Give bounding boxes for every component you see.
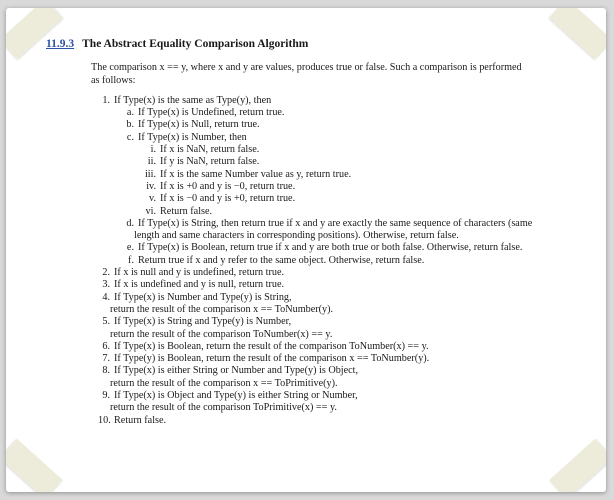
step-marker: f. bbox=[128, 254, 134, 266]
step-text: If x is NaN, return false. bbox=[160, 144, 260, 156]
section-number-link[interactable]: 11.9.3 bbox=[46, 38, 75, 50]
step-line bbox=[98, 390, 586, 402]
step-text: return the result of the comparison ToPrimitive(x) == y. bbox=[110, 402, 337, 414]
step-text: length and same characters in corresponding positions). Otherwise, return false. bbox=[134, 230, 459, 242]
step-continuation bbox=[134, 230, 586, 242]
tape-bottom-right bbox=[549, 439, 606, 492]
step-line bbox=[122, 255, 586, 267]
step-text: return the result of the comparison x == ToPrimitive(y). bbox=[110, 377, 338, 389]
step-line bbox=[142, 169, 586, 181]
tape-bottom-left bbox=[6, 439, 63, 492]
step-text: If x is undefined and y is null, return true. bbox=[114, 279, 285, 291]
step-text: Return false. bbox=[160, 205, 213, 217]
step-marker: vi. bbox=[145, 205, 156, 217]
step-text: If Type(x) is Boolean, return the result of the comparison ToNumber(x) == y. bbox=[114, 340, 429, 352]
step-continuation bbox=[110, 304, 586, 316]
spec-content bbox=[46, 38, 586, 427]
step-line bbox=[98, 292, 586, 304]
step-line bbox=[98, 95, 586, 107]
step-marker: 9. bbox=[102, 390, 110, 402]
step-text: If Type(x) is Boolean, return true if x and y are both true or both false. Otherwise, return false. bbox=[138, 242, 523, 254]
step-marker: b. bbox=[126, 119, 134, 131]
step-line bbox=[142, 156, 586, 168]
step-text: If Type(x) is the same as Type(y), then bbox=[114, 94, 272, 106]
step-text: If Type(x) is Object and Type(y) is either String or Number, bbox=[114, 390, 358, 402]
step-marker: c. bbox=[126, 131, 134, 143]
step-text: If Type(x) is Number, then bbox=[138, 131, 247, 143]
step-text: Return false. bbox=[114, 414, 167, 426]
step-text: If Type(x) is String and Type(y) is Number, bbox=[114, 316, 292, 328]
section-title: The Abstract Equality Comparison Algorithm bbox=[82, 38, 309, 50]
step-line bbox=[98, 279, 586, 291]
step-marker: 5. bbox=[102, 316, 110, 328]
step-text: If Type(x) is Undefined, return true. bbox=[138, 107, 285, 119]
step-marker: 4. bbox=[102, 291, 110, 303]
step-line bbox=[98, 365, 586, 377]
step-marker: 7. bbox=[102, 353, 110, 365]
step-text: If Type(x) is either String or Number and Type(y) is Object, bbox=[114, 365, 359, 377]
step-marker: 3. bbox=[102, 279, 110, 291]
step-line bbox=[98, 316, 586, 328]
step-line bbox=[122, 119, 586, 131]
step-text: If x is the same Number value as y, return true. bbox=[160, 168, 352, 180]
step-continuation bbox=[110, 402, 586, 414]
step-line bbox=[98, 415, 586, 427]
step-line bbox=[142, 193, 586, 205]
step-text: If Type(x) is Null, return true. bbox=[138, 119, 260, 131]
step-text: If Type(x) is Number and Type(y) is String, bbox=[114, 291, 292, 303]
step-marker: iii. bbox=[144, 168, 156, 180]
step-line bbox=[98, 341, 586, 353]
step-marker: ii. bbox=[147, 156, 156, 168]
step-marker: 1. bbox=[102, 94, 110, 106]
step-marker: 8. bbox=[102, 365, 110, 377]
step-marker: iv. bbox=[146, 180, 156, 192]
step-text: Return true if x and y refer to the same object. Otherwise, return false. bbox=[138, 254, 425, 266]
intro-line-2: as follows: bbox=[91, 74, 136, 86]
step-line bbox=[122, 132, 586, 144]
step-line bbox=[98, 353, 586, 365]
intro-line-1: The comparison x == y, where x and y are values, produces true or false. Such a comparison is performed bbox=[91, 62, 522, 74]
algorithm-steps bbox=[46, 95, 586, 427]
step-marker: e. bbox=[126, 242, 134, 254]
step-continuation bbox=[110, 329, 586, 341]
step-marker: 2. bbox=[102, 267, 110, 279]
intro-paragraph bbox=[91, 62, 586, 87]
step-line bbox=[142, 206, 586, 218]
step-text: return the result of the comparison x == ToNumber(y). bbox=[110, 303, 334, 315]
step-marker: a. bbox=[126, 107, 134, 119]
section-heading bbox=[46, 38, 586, 50]
step-marker: v. bbox=[149, 193, 156, 205]
document-page bbox=[6, 8, 606, 492]
step-text: If x is −0 and y is +0, return true. bbox=[160, 193, 296, 205]
step-line bbox=[142, 144, 586, 156]
step-text: If Type(x) is String, then return true if x and y are exactly the same sequence of characters (same bbox=[138, 217, 533, 229]
step-line bbox=[122, 218, 586, 230]
step-text: If y is NaN, return false. bbox=[160, 156, 260, 168]
step-line bbox=[122, 242, 586, 254]
step-line bbox=[142, 181, 586, 193]
step-marker: 6. bbox=[102, 340, 110, 352]
step-text: If x is null and y is undefined, return true. bbox=[114, 267, 285, 279]
step-marker: i. bbox=[150, 144, 156, 156]
step-continuation bbox=[110, 378, 586, 390]
step-text: If Type(y) is Boolean, return the result of the comparison x == ToNumber(y). bbox=[114, 353, 430, 365]
step-text: If x is +0 and y is −0, return true. bbox=[160, 180, 296, 192]
step-marker: d. bbox=[126, 217, 134, 229]
step-marker: 10. bbox=[98, 414, 111, 426]
step-text: return the result of the comparison ToNumber(x) == y. bbox=[110, 328, 333, 340]
step-line bbox=[98, 267, 586, 279]
step-line bbox=[122, 107, 586, 119]
